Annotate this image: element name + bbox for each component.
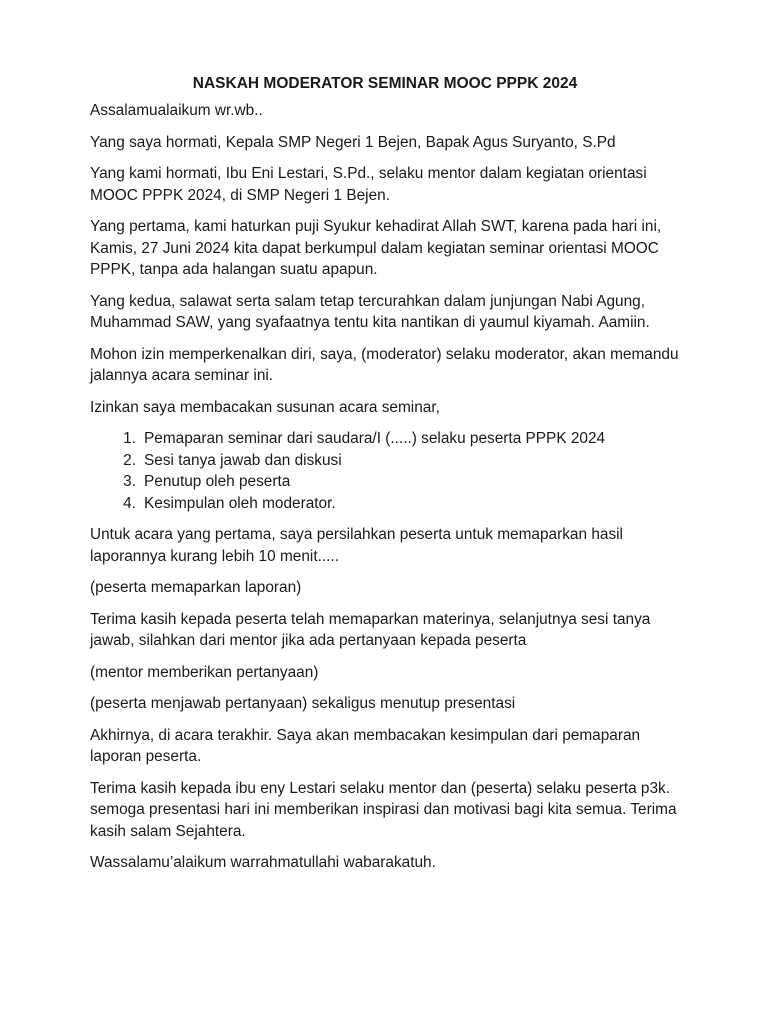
agenda-item-text: Kesimpulan oleh moderator.: [144, 494, 336, 512]
agenda-item: [90, 428, 680, 450]
paragraph-agenda-intro: Izinkan saya membacakan susunan acara seminar,: [90, 398, 440, 416]
paragraph-qa-session: Terima kasih kepada peserta telah memaparkan materinya, selanjutnya sesi tanya jawab, silahkan dari mentor jika ada pertanyaan kepada peserta: [90, 610, 651, 649]
paragraph-conclusion: Akhirnya, di acara terakhir. Saya akan membacakan kesimpulan dari pemaparan laporan peserta.: [90, 726, 641, 765]
document-title: NASKAH MODERATOR SEMINAR MOOC PPPK 2024: [192, 75, 578, 92]
agenda-list: [90, 428, 680, 514]
agenda-item-number: 2.: [123, 451, 136, 469]
paragraph-salawat: Yang kedua, salawat serta salam tetap tercurahkan dalam junjungan Nabi Agung, Muhammad SAW, yang syafaatnya tentu kita nantikan di yaumul kiyamah. Aamiin.: [90, 292, 650, 331]
paragraph-respect-mentor: Yang kami hormati, Ibu Eni Lestari, S.Pd., selaku mentor dalam kegiatan orientasi MOOC PPPK 2024, di SMP Negeri 1 Bejen.: [90, 165, 647, 204]
greeting-paragraph: Assalamualaikum wr.wb..: [90, 102, 263, 119]
stage-direction-presentation: (peserta memaparkan laporan): [90, 579, 302, 596]
agenda-item-text: Penutup oleh peserta: [144, 473, 291, 490]
stage-direction-mentor-question: (mentor memberikan pertanyaan): [90, 663, 319, 681]
agenda-item-text: Pemaparan seminar dari saudara/I (.....) selaku peserta PPPK 2024: [144, 430, 606, 447]
agenda-item: [90, 450, 680, 472]
paragraph-first-session: Untuk acara yang pertama, saya persilahkan peserta untuk memaparkan hasil laporannya kurang lebih 10 menit.....: [90, 526, 623, 565]
paragraph-thanks: Terima kasih kepada ibu eny Lestari selaku mentor dan (peserta) selaku peserta p3k. semoga presentasi hari ini memberikan inspirasi dan motivasi bagi kita semua. Terima kasih salam Sejahtera.: [90, 779, 677, 840]
agenda-item: [90, 493, 680, 515]
paragraph-introduction: Mohon izin memperkenalkan diri, saya, (moderator) selaku moderator, akan memandu jalannya acara seminar ini.: [90, 345, 679, 384]
document-page: [90, 74, 680, 884]
agenda-item-number: 1.: [123, 430, 136, 447]
paragraph-respect-principal: Yang saya hormati, Kepala SMP Negeri 1 Bejen, Bapak Agus Suryanto, S.Pd: [90, 133, 616, 151]
closing-greeting: Wassalamu’alaikum warrahmatullahi wabarakatuh.: [90, 854, 436, 871]
agenda-item-number: 3.: [123, 473, 136, 490]
stage-direction-participant-answer: (peserta menjawab pertanyaan) sekaligus menutup presentasi: [90, 695, 516, 712]
paragraph-gratitude: Yang pertama, kami haturkan puji Syukur kehadirat Allah SWT, karena pada hari ini, Kamis, 27 Juni 2024 kita dapat berkumpul dalam kegiatan seminar orientasi MOOC PPPK, tanpa ada halangan suatu apapun.: [90, 218, 662, 278]
agenda-item-text: Sesi tanya jawab dan diskusi: [144, 451, 342, 469]
agenda-item-number: 4.: [123, 494, 136, 512]
agenda-item: [90, 471, 680, 493]
